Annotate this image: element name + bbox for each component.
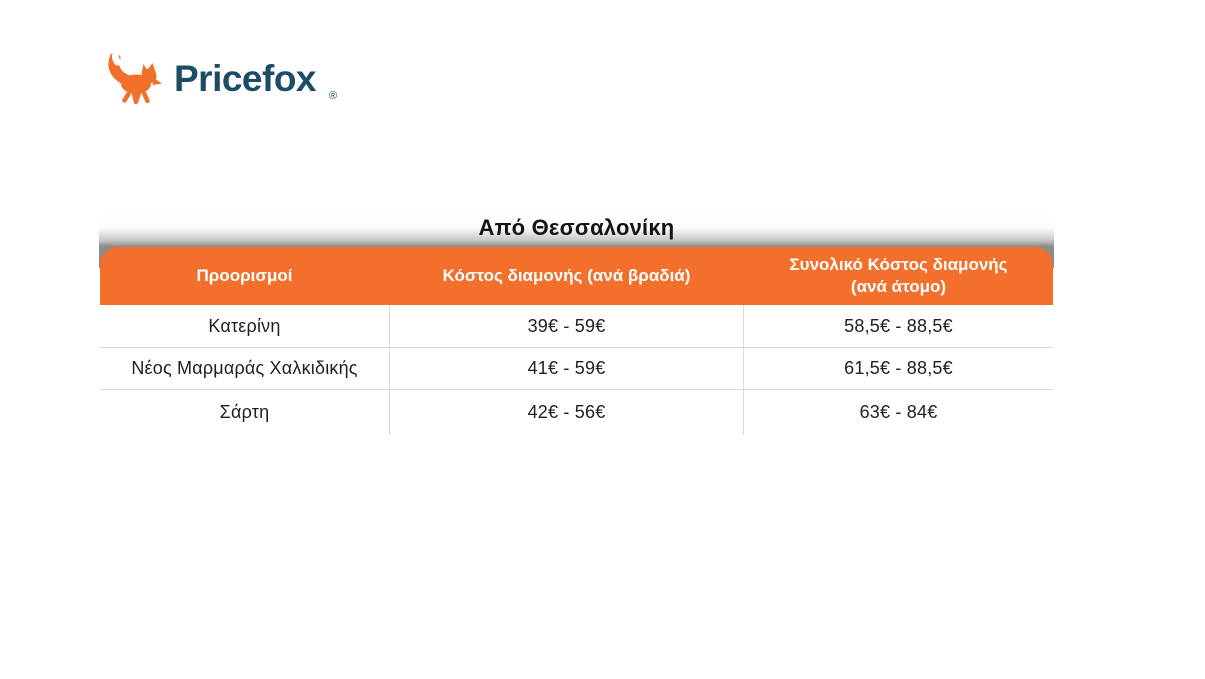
cell-cost-per-night: 39€ - 59€ <box>389 305 744 347</box>
table-row <box>100 347 1053 389</box>
table-row <box>100 305 1053 347</box>
table-header-row <box>100 247 1053 305</box>
cell-cost-per-night: 42€ - 56€ <box>389 390 744 435</box>
cell-total-cost: 58,5€ - 88,5€ <box>844 315 953 336</box>
cell-destination: Κατερίνη <box>208 315 281 336</box>
cell-destination: Σάρτη <box>219 402 270 422</box>
cell-cost-per-night: 41€ - 59€ <box>389 348 744 389</box>
pricefox-logo <box>103 50 337 106</box>
price-table-body <box>100 305 1053 435</box>
cell-total-cost: 63€ - 84€ <box>859 402 938 422</box>
header-cell-total-cost-label: Συνολικό Κόστος διαμονής (ανά άτομο) <box>789 254 1008 296</box>
fox-icon <box>103 50 163 106</box>
table-row <box>100 389 1053 435</box>
brand-wordmark: Pricefox <box>174 57 317 99</box>
cell-total-cost: 61,5€ - 88,5€ <box>844 358 953 378</box>
cell-destination: Νέος Μαρμαράς Χαλκιδικής <box>131 358 358 378</box>
header-cell-total-cost <box>744 247 1053 305</box>
header-cell-cost-per-night: Κόστος διαμονής (ανά βραδιά) <box>442 265 691 285</box>
registered-mark: ® <box>329 90 338 102</box>
header-cell-destinations: Προορισμοί <box>196 265 293 285</box>
table-title: Από Θεσσαλονίκη <box>478 215 675 240</box>
